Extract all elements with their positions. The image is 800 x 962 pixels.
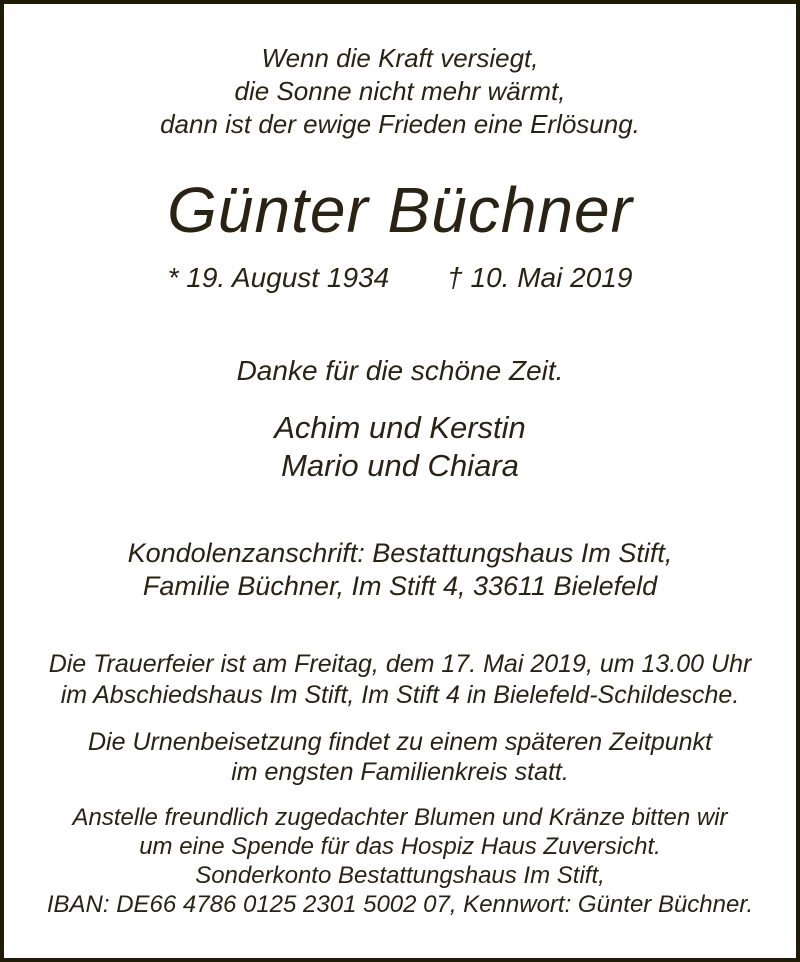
urn-line: im engsten Familienkreis statt. [231,758,569,787]
funeral-line: im Abschiedshaus Im Stift, Im Stift 4 in Bielefeld-Schildesche. [60,681,740,710]
mourning-family [4,409,796,485]
donation-line: IBAN: DE66 4786 0125 2301 5002 07, Kennwort: Günter Büchner. [46,891,754,919]
family-line: Achim und Kerstin [274,410,526,446]
thanks-line: Danke für die schöne Zeit. [236,355,564,387]
donation-line: Anstelle freundlich zugedachter Blumen und Kränze bitten wir [72,804,728,832]
birth-date: * 19. August 1934 [167,262,390,294]
verse-line: die Sonne nicht mehr wärmt, [234,76,566,106]
urn-burial-info [4,727,796,787]
urn-line: Die Urnenbeisetzung findet zu einem späteren Zeitpunkt [88,728,712,757]
opening-verse [4,42,796,141]
condolence-line: Kondolenzanschrift: Bestattungshaus Im Stift, [127,538,673,569]
family-line: Mario und Chiara [281,448,519,484]
life-dates [4,258,796,297]
funeral-line: Die Trauerfeier ist am Freitag, dem 17. Mai 2019, um 13.00 Uhr [48,650,752,679]
donation-info [4,803,796,919]
deceased-name: Günter Büchner [167,174,633,246]
condolence-line: Familie Büchner, Im Stift 4, 33611 Bielefeld [142,571,658,602]
donation-line: um eine Spende für das Hospiz Haus Zuversicht. [139,833,661,861]
condolence-address [4,537,796,603]
donation-line: Sonderkonto Bestattungshaus Im Stift, [195,862,605,890]
verse-line: Wenn die Kraft versiegt, [261,43,539,73]
funeral-service-info [4,649,796,711]
death-date: † 10. Mai 2019 [447,262,633,294]
verse-line: dann ist der ewige Frieden eine Erlösung. [160,109,640,139]
